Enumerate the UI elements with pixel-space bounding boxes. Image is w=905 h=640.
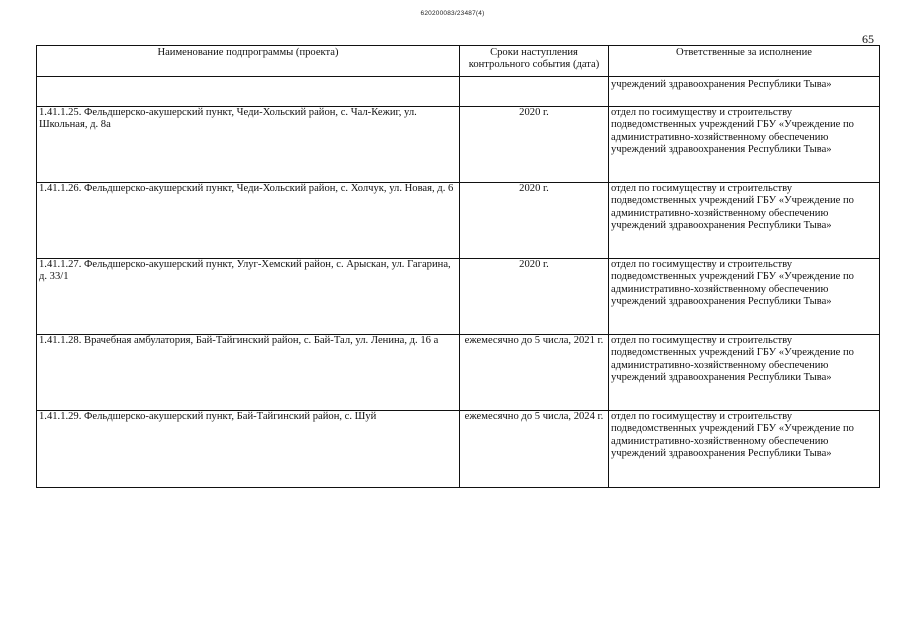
page-number: 65 [862,32,874,46]
row-date: 2020 г. [460,107,609,183]
table-header-row [37,46,880,77]
row-date: ежемесячно до 5 числа, 2024 г. [460,411,609,488]
row-name: 1.41.1.25. Фельдшерско-акушерский пункт, Чеди-Хольский район, с. Чал-Кежиг, ул. Школьная, д. 8а [37,107,460,183]
table-row [37,411,880,488]
row-date [460,77,609,107]
row-responsible: отдел по госимуществу и строительству подведомственных учреждений ГБУ «Учреждение по административно-хозяйственному обеспечению учреждений здравоохранения Республики Тыва» [609,411,880,488]
row-date: ежемесячно до 5 числа, 2021 г. [460,335,609,411]
row-date: 2020 г. [460,259,609,335]
header-name: Наименование подпрограммы (проекта) [37,46,460,77]
row-responsible: отдел по госимуществу и строительству подведомственных учреждений ГБУ «Учреждение по административно-хозяйственному обеспечению учреждений здравоохранения Республики Тыва» [609,259,880,335]
row-name: 1.41.1.29. Фельдшерско-акушерский пункт, Бай-Тайгинский район, с. Шуй [37,411,460,488]
header-date: Сроки наступления контрольного события (дата) [460,46,609,77]
row-name: 1.41.1.28. Врачебная амбулатория, Бай-Тайгинский район, с. Бай-Тал, ул. Ленина, д. 16 а [37,335,460,411]
row-responsible: отдел по госимуществу и строительству подведомственных учреждений ГБУ «Учреждение по административно-хозяйственному обеспечению учреждений здравоохранения Республики Тыва» [609,107,880,183]
row-name: 1.41.1.27. Фельдшерско-акушерский пункт, Улуг-Хемский район, с. Арыскан, ул. Гагарина, д. 33/1 [37,259,460,335]
table-row [37,77,880,107]
table-row [37,259,880,335]
row-responsible: учреждений здравоохранения Республики Тыва» [609,77,880,107]
table-row [37,335,880,411]
document-code: 620200083/23487(4) [420,10,485,17]
row-date: 2020 г. [460,183,609,259]
header-responsible: Ответственные за исполнение [609,46,880,77]
row-name [37,77,460,107]
row-name: 1.41.1.26. Фельдшерско-акушерский пункт, Чеди-Хольский район, с. Холчук, ул. Новая, д. 6 [37,183,460,259]
row-responsible: отдел по госимуществу и строительству подведомственных учреждений ГБУ «Учреждение по административно-хозяйственному обеспечению учреждений здравоохранения Республики Тыва» [609,183,880,259]
events-table [36,45,880,488]
table-row [37,107,880,183]
table-row [37,183,880,259]
row-responsible: отдел по госимуществу и строительству подведомственных учреждений ГБУ «Учреждение по административно-хозяйственному обеспечению учреждений здравоохранения Республики Тыва» [609,335,880,411]
